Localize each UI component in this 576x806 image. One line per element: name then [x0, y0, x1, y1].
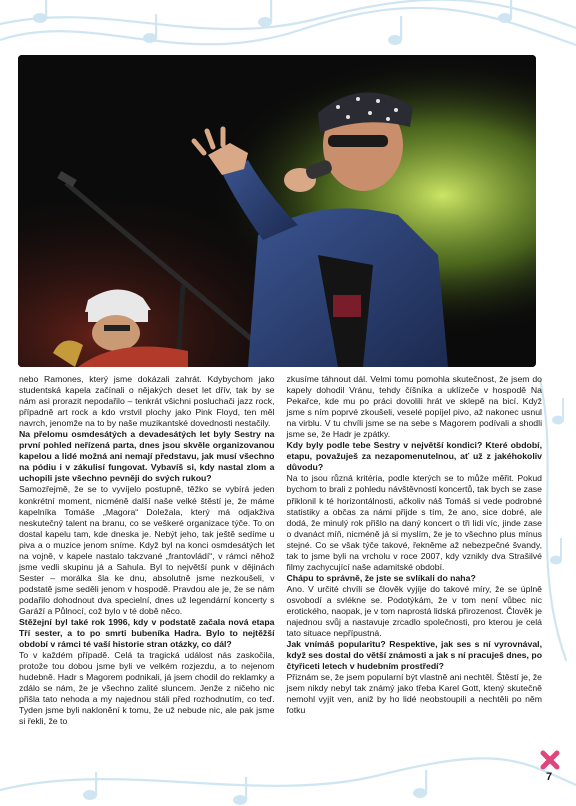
page-number: 7 [546, 771, 553, 783]
left-para-3: To v každém případě. Celá ta tragická událost nás zaskočila, protože tou dobou jsme byli ve velkém rozjezdu, a to nejenom hudebně. Hadr s Magorem podnikali, já jsem chodil do reklamky a zdálo se nám, že je všechno zalité sluncem. Jenže z ničeho nic přišla tato nehoda a my najednou stáli před rozhodnutím, co teď. Tyden jsme byli naklonění k tomu, že už nebude nic, ale pak jsme si řekli, že to [19, 650, 275, 727]
article-body [19, 374, 542, 786]
right-para-4: Přiznám se, že jsem popularní být vlastně ani nechtěl. Štěstí je, že jsem nikdy nebyl tak známý jako třeba Karel Gott, ktený skutečně nemohl vyjít ven, aniž by ho lidé neobstoupili a nechtěli po něm fotku [286, 672, 542, 716]
left-question-2: Stěžejní byl také rok 1996, kdy v podstatě začala nová etapa Tří sester, a to po smrti bubeníka Hadra. Bylo to nejtěžší období v rámci té vaší historie stran otázky, co dál? [19, 617, 275, 650]
left-question-1: Na přelomu osmdesátých a devadesátých let byly Sestry na první pohled neřízená parta, dnes jsou skvěle organizovanou kapelou a lidé možná ani nemají představu, jak musí všechno na pódiu i v zákulisí fungovat. Vybavíš si, kdy nastal zlom a uchopili jste všechno pevněji do svých rukou? [19, 429, 275, 484]
left-para-2: Samozřejmě, že se to vyvíjelo postupně, těžko se vybírá jeden konkrétní moment, nicméně další naše velké štěstí je, že máme kapelníka Tomáše „Magora“ Doležala, který má odjakživa neskutečný talent na branu, co se veškeré organizace týče. To on dostal kapelu tam, kde dneska je. Nebýt jeho, tak ještě sedíme u piva a o muzice jenom sníme. Když byl na konci osmdesátých let na vojně, v kapele nastalo takzvané „frantovládí“, v rámci něhož jsme vedli skupinu já a Sahula. Byl to největší punk v dějinách Sester – morálka šla ke dnu, absolutně jsme nezkoušeli, v podstatě jsme seděli jenom v hospodě. Pravdou ale je, že se nám podařilo dohodnout dva specielní, dnes už legendární koncerty s Garáží a Půlnocí, což bylo v té době něco. [19, 484, 275, 616]
concert-photo [18, 55, 536, 367]
right-para-2: Na to jsou různá kritéria, podle kterých se to může měřit. Pokud bychom to brali z pohledu návštěvnosti koncertů, tak bych se zase přiklonil k té horizontálnosti, ačkoliv náš Tomáš si vede podrobné statistiky a občas za námi přijde s tím, že ano, sice dobré, ale dodá, že minulý rok přišlo na daný koncert o tři lidi víc, jinde zase o dvanáct míň, nicméně já si myslím, že je to všechno plus mínus stejné. Co se však týče takové, řekněme až nebezpečné švandy, tak to jsme byli na vrcholu v roce 2007, kdy vznikly dva Strašilvé filmy zachycující naše adamitské období. [286, 473, 542, 572]
left-column [19, 374, 275, 786]
right-question-1: Kdy byly podle tebe Sestry v největší kondici? Které období, etapu, považuješ za nezapomenutelnou, ať už z jakéhokoliv důvodu? [286, 440, 542, 473]
right-column [287, 374, 543, 786]
right-question-3: Jak vnímáš popularitu? Respektive, jak ses s ní vyrovnával, když ses dostal do větší známosti a jak s ní pracuješ dnes, po čtyřiceti letech v hudebním prostředí? [286, 639, 542, 672]
left-para-1: nebo Ramones, který jsme dokázali zahrát. Kdybychom jako studentská kapela začínali o nějakých deset let dřív, tak by se nám asi prorazit nepodařilo – tenkrát všichni posluchači jazz rock, případně art rock a kdo vrstvil plochy jako Pink Floyd, ten měl navrch, jenomže na to by naše muzikantské dovednosti nestačily. [19, 374, 275, 429]
right-para-1: zkusíme táhnout dál. Velmi tomu pomohla skutečnost, že jsem do kapely dohodil Vránu, tehdy číšníka a uklízeče v hospodě Na Pekařce, kde mu po práci dovolili hrát ve sklepě na bicí. Když jsme s ním poprvé zkoušeli, veselé popíjel pivo, až nakonec usnul na virblu. V tu chvíli jsme se na sebe s Magorem podívali a shodli jsme se, že Hadr je zpátky. [286, 374, 542, 440]
right-para-3: Ano. V určité chvíli se člověk vyjíje do takové míry, že se úplně osvobodí a svlékne se. Podotýkám, že v tom není vůbec nic erotického, naopak, je v tom naprostá lidská přirozenost. Člověk je najednou svůj a nastavuje zrcadlo společnosti, pro kterou je celá tato situace nepřípustná. [286, 583, 542, 639]
x-logo-icon [540, 750, 560, 770]
right-question-2: Chápu to správně, že jste se svlíkali do naha? [286, 572, 476, 583]
